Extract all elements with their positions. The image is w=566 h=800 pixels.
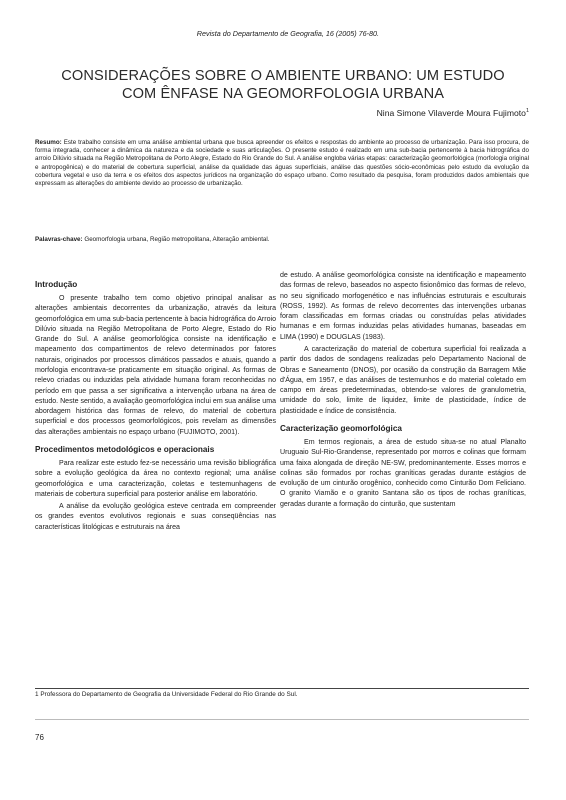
paragraph: A análise da evolução geológica esteve centrada em compreender os grandes eventos evolutivos regionais e suas conseqüências nas características litológicas e estruturais na área bbox=[35, 503, 276, 531]
section-heading-procedimentos: Procedimentos metodológicos e operacionais bbox=[35, 444, 215, 454]
section-heading-caracterizacao: Caracterização geomorfológica bbox=[280, 423, 402, 433]
author-line bbox=[40, 108, 529, 118]
author-name: Nina Simone Vilaverde Moura Fujimoto bbox=[376, 108, 526, 118]
title-line-2: COM ÊNFASE NA GEOMORFOLOGIA URBANA bbox=[121, 86, 445, 102]
paragraph: Para realizar este estudo fez-se necessário uma revisão bibliográfica sobre a evolução geológica da área no contexto regional; uma análise geomorfológica e uma caracterização, coletas e testemunhagens de materiais de cobertura superficial para posterior análise em laboratório. bbox=[35, 459, 276, 498]
right-column bbox=[280, 271, 526, 510]
author-note-marker: 1 bbox=[525, 108, 529, 115]
abstract-text: Este trabalho consiste em uma análise ambiental urbana que busca apreender os efeitos e respostas do ambiente ao processo de urbanização. Para isso procura, de forma integrada, conhecer a dinâmica da natureza e da sociedade e suas articulações. O presente estudo é realizado em uma sub-bacia pertencente à bacia hidrográfica do arroio Dilúvio situada na Região Metropolitana de Porto Alegre, Estado do Rio Grande do Sul. A análise engloba várias etapas: caracterização geomorfológica (morfologia original e antropogênica) e do material de cobertura superficial, análise da qualidade das águas superficiais, análise das questões sócio-econômicas pelo estudo da evolução da cobertura vegetal e uso da terra e os efeitos dos aspectos jurídicos na organização do espaço urbano. Como resultado da pesquisa, foram produzidos dados ambientais que expressam as alterações do ambiente devido ao processo de urbanização. bbox=[35, 139, 529, 188]
left-column bbox=[35, 271, 276, 533]
abstract-label: Resumo: bbox=[35, 139, 62, 146]
paragraph: O presente trabalho tem como objetivo principal analisar as alterações ambientais decorrentes da urbanização, através da leitura geomorfológica em uma sub-bacia pertencente à bacia hidrográfica do Arroio Dilúvio situada na Região Metropolitana de Porto Alegre, Estado do Rio Grande do Sul. A análise geomorfológica consiste na identificação e mapeamento dos compartimentos de relevo determinados por fatores naturais, originados por processos climáticos passados e atuais, quando a morfologia encontrava-se praticamente em situação original. As formas de relevo criadas ou induzidas pela atividade humana foram reconhecidas no período em que passa a ser significativa a intervenção urbana na área de estudo. Neste sentido, a avaliação geomorfológica inclui em sua análise uma abordagem histórica das formas de relevo, do material de cobertura superficial e dos processos geomorfológicos, pois revelam as dimensões das alterações ambientais no espaço urbano (FUJIMOTO, 2001). bbox=[35, 295, 276, 436]
footnote: 1 Professora do Departamento de Geografia da Universidade Federal do Rio Grande do Sul. bbox=[35, 691, 298, 698]
page-number: 76 bbox=[35, 733, 44, 742]
title-line-1: CONSIDERAÇÕES SOBRE O AMBIENTE URBANO: UM ESTUDO bbox=[61, 68, 505, 84]
abstract bbox=[35, 139, 529, 188]
footnote-divider bbox=[35, 688, 529, 689]
keywords-text: Geomorfologia urbana, Região metropolitana, Alteração ambiental. bbox=[82, 236, 270, 243]
paragraph: A caracterização do material de cobertura superficial foi realizada a partir dos dados de sondagens realizadas pelo Departamento Nacional de Obras e Saneamento (DNOS), por ocasião da construção da Barragem Mãe d'Água, em 1957, e das análises de testemunhos e do material coletado em campo em áreas predeterminadas, obtendo-se valores de granulometria, umidade do solo, limite de liquidez, limite de plasticidade, índice de plasticidade e índice de consistência. bbox=[280, 345, 526, 415]
keywords-label: Palavras-chave: bbox=[35, 236, 83, 243]
keywords bbox=[35, 236, 529, 244]
section-heading-introducao: Introdução bbox=[35, 280, 78, 289]
paragraph: Em termos regionais, a área de estudo situa-se no atual Planalto Uruguaio Sul-Rio-Grandense, representado por morros e colinas que formam uma faixa alongada de direção NE-SW, predominantemente. Esses morros e colinas são formados por rochas graníticas geradas durante estágios de evolução de um cinturão orogênico, conhecido como Cinturão Dom Feliciano. O granito Viamão e o granito Santana são os tipos de rochas graníticas, geradas durante a formação do cinturão, que sustentam bbox=[280, 438, 526, 508]
article-title bbox=[20, 67, 546, 103]
journal-header: Revista do Departamento de Geografia, 16 (2005) 76-80. bbox=[196, 29, 379, 38]
paragraph: de estudo. A análise geomorfológica consiste na identificação e mapeamento das formas de relevo, baseados no aspecto fisionômico das formas de relevo, no seu significado morfogenético e nas influências estruturais e esculturais (ROSS, 1992). As formas de relevo decorrentes das intervenções urbanas foram classificadas em formas criadas ou construídas pelas atividades humanas e em formas induzidas pelas atividades humanas, baseadas em LIMA (1990) e DOUGLAS (1983). bbox=[280, 272, 526, 341]
page-footer-divider bbox=[35, 719, 529, 720]
